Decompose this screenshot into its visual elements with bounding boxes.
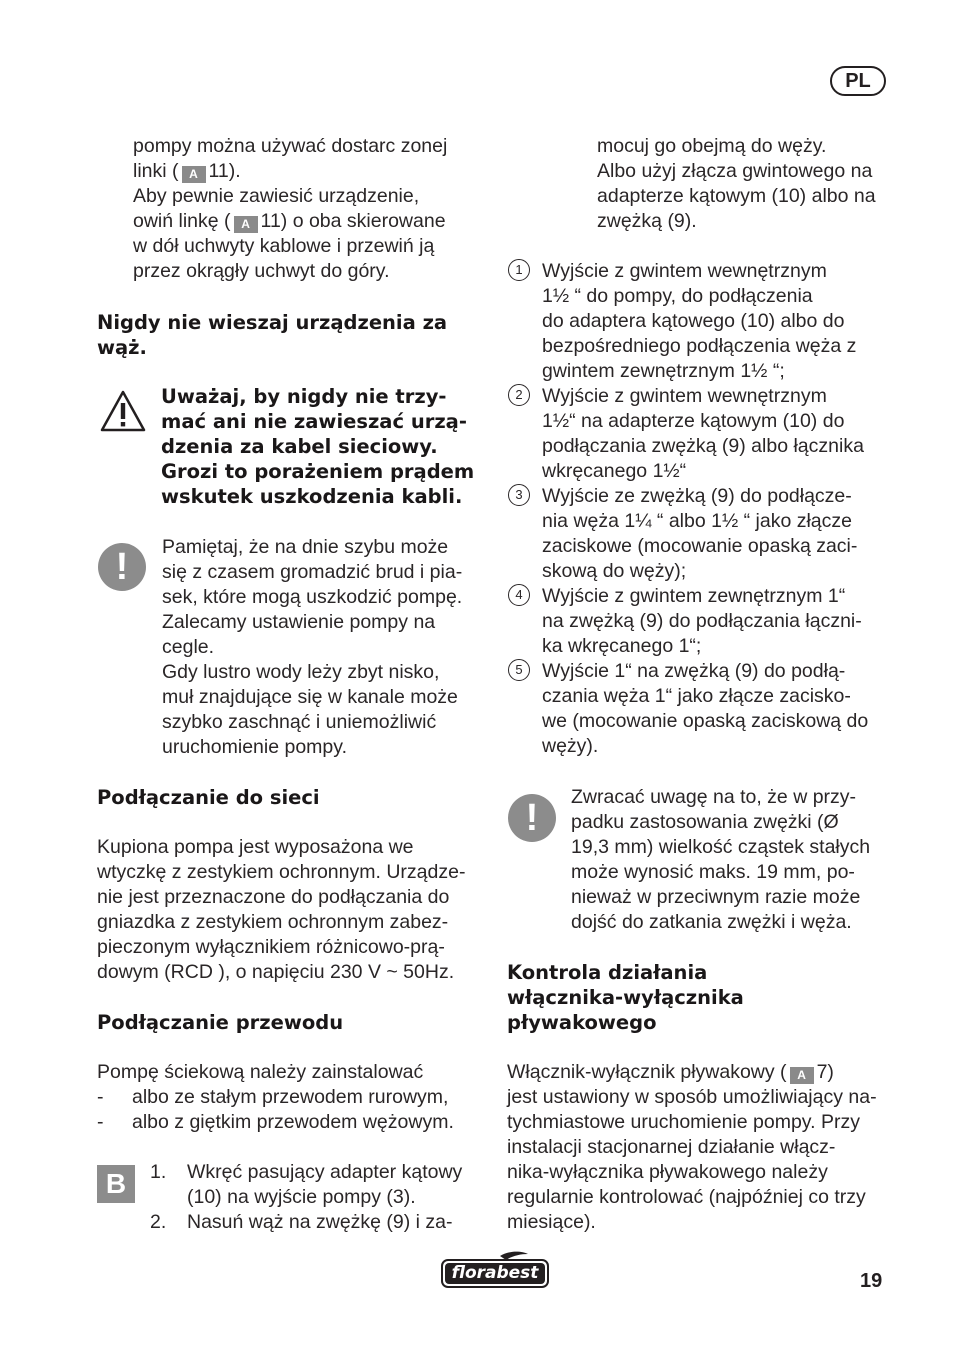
section-paragraph	[97, 835, 465, 985]
text-line: wkręcanego 1½“	[542, 460, 687, 482]
circled-number: 5	[508, 659, 530, 681]
text-line: padku zastosowania zwężki (Ø	[571, 811, 839, 833]
section-paragraph	[507, 1060, 877, 1235]
text-line: tychmiastowe uruchomienie pompy. Przy	[507, 1111, 860, 1133]
text-line: Wyjście z gwintem wewnętrznym	[542, 260, 827, 282]
text-line: regularnie kontrolować (najpóźniej co trzy	[507, 1186, 866, 1208]
text-line: gwintem zewnętrznym 1½ “;	[542, 360, 785, 382]
text-line: może wynosić maks. 19 mm, po-	[571, 861, 855, 883]
never-hang-note	[97, 310, 447, 360]
section-heading: Podłączanie przewodu	[97, 1011, 344, 1034]
section-intro: Pompę ściekową należy zainstalować	[97, 1061, 424, 1083]
warning-triangle-icon	[99, 389, 147, 433]
text-line: zaciskowe (mocowanie opaską zaci-	[542, 535, 858, 557]
text-line: dowym (RCD ), o napięciu 230 V ~ 50Hz.	[97, 961, 455, 983]
text-line: węży).	[542, 735, 599, 757]
text-line: Uważaj, by nigdy nie trzy-	[161, 385, 447, 408]
text-line: pieczonym wyłącznikiem różnicowo-prą-	[97, 936, 445, 958]
text-line: wąż.	[97, 336, 147, 359]
figure-a-icon: A	[790, 1067, 814, 1084]
text-line: cegle.	[162, 636, 215, 658]
text-fragment: owiń linkę (	[133, 210, 231, 232]
text-line: sek, które mogą uszkodzić pompę.	[162, 586, 463, 608]
text-line: 19,3 mm) wielkość cząstek stałych	[571, 836, 871, 858]
section-heading: Podłączanie do sieci	[97, 786, 320, 809]
list-dash: -	[97, 1111, 104, 1133]
intro-paragraph	[133, 134, 447, 284]
circled-number: 1	[508, 259, 530, 281]
brand-logo	[440, 1250, 550, 1290]
text-line: ka wkręcanego 1“;	[542, 635, 702, 657]
continued-step-text	[597, 134, 876, 234]
text-line: Wyjście z gwintem zewnętrznym 1“	[542, 585, 846, 607]
text-line: wtyczkę z zestykiem ochronnym. Urządze-	[97, 861, 466, 883]
text-line: nieważ w przeciwnym razie może	[571, 886, 861, 908]
outlet-list	[508, 259, 898, 769]
exclamation-icon: !	[98, 543, 146, 591]
text-line: skową do węży);	[542, 560, 687, 582]
text-line: bezpośredniego podłączenia węża z	[542, 335, 857, 357]
text-fragment: linki (	[133, 160, 179, 182]
text-fragment: Włącznik-wyłącznik pływakowy (	[507, 1061, 787, 1083]
text-line: jest ustawiony w sposób umożliwiający na-	[507, 1086, 877, 1108]
text-line: czania węża 1“ jako złącze zacisko-	[542, 685, 851, 707]
text-line: Pamiętaj, że na dnie szybu może	[162, 536, 449, 558]
text-line: dojść do zatkania zwężki i węża.	[571, 911, 852, 933]
text-line: Wyjście z gwintem wewnętrznym	[542, 385, 827, 407]
text-line: Aby pewnie zawiesić urządzenie,	[133, 185, 420, 207]
text-line: pompy można używać dostarc zonej	[133, 135, 448, 157]
dash-list	[97, 1085, 487, 1135]
list-item: albo z giętkim przewodem wężowym.	[132, 1111, 454, 1133]
page-number: 19	[860, 1270, 883, 1292]
text-line: przez okrągły uchwyt do góry.	[133, 260, 390, 282]
text-line: w dół uchwyty kablowe i przewiń ją	[133, 235, 435, 257]
figure-a-icon: A	[182, 166, 206, 183]
circled-number: 3	[508, 484, 530, 506]
circled-number: 4	[508, 584, 530, 606]
list-item: albo ze stałym przewodem rurowym,	[132, 1086, 449, 1108]
text-line: Zalecamy ustawienie pompy na	[162, 611, 436, 633]
text-line: mocuj go obejmą do węży.	[597, 135, 827, 157]
text-line: 1½“ na adapterze kątowym (10) do	[542, 410, 845, 432]
text-line: Kupiona pompa jest wyposażona we	[97, 836, 414, 858]
text-line: instalacji stacjonarnej działanie włącz-	[507, 1136, 836, 1158]
text-line: Grozi to porażeniem prądem	[161, 460, 475, 483]
text-line: do adaptera kątowego (10) albo do	[542, 310, 845, 332]
text-fragment: 11).	[208, 160, 241, 182]
text-line: adapterze kątowym (10) albo na	[597, 185, 876, 207]
warning-text	[161, 384, 474, 509]
text-line: we (mocowanie opaską zaciskową do	[542, 710, 869, 732]
note-text	[162, 535, 462, 760]
step-number: 1.	[150, 1161, 167, 1183]
language-badge: PL	[830, 66, 886, 96]
text-line: gniazdka z zestykiem ochronnym zabez-	[97, 911, 449, 933]
text-line: Zwracać uwagę na to, że w przy-	[571, 786, 857, 808]
text-line: 1½ “ do pompy, do podłączenia	[542, 285, 813, 307]
text-line: Albo użyj złącza gwintowego na	[597, 160, 873, 182]
text-line: mać ani nie zawieszać urzą-	[161, 410, 467, 433]
text-line: Kontrola działania	[507, 961, 708, 984]
text-line: nie jest przeznaczone do podłączania do	[97, 886, 450, 908]
steps-list	[150, 1160, 490, 1235]
text-line: Gdy lustro wody leży zbyt nisko,	[162, 661, 440, 683]
text-line: uruchomienie pompy.	[162, 736, 347, 758]
text-line: nika-wyłącznika pływakowego należy	[507, 1161, 828, 1183]
text-line: szybko zaschnąć i uniemożliwić	[162, 711, 437, 733]
figure-b-icon: B	[97, 1165, 135, 1203]
text-line: dzenia za kabel sieciowy.	[161, 435, 438, 458]
figure-a-icon: A	[234, 216, 258, 233]
text-line: (10) na wyjście pompy (3).	[187, 1186, 416, 1208]
text-line: zwężką (9).	[597, 210, 697, 232]
text-fragment: 11) o oba skierowane	[260, 210, 446, 232]
exclamation-icon: !	[508, 794, 556, 842]
brand-wordmark: florabest	[451, 1263, 539, 1283]
step-number: 2.	[150, 1211, 167, 1233]
text-line: miesiące).	[507, 1211, 596, 1233]
text-line: na zwężką (9) do podłączania łączni-	[542, 610, 862, 632]
text-line: pływakowego	[507, 1011, 657, 1034]
note-text	[571, 785, 870, 935]
text-line: Wyjście ze zwężką (9) do podłącze-	[542, 485, 852, 507]
text-line: podłączania zwężką (9) albo łącznika	[542, 435, 864, 457]
list-dash: -	[97, 1086, 104, 1108]
text-line: włącznika-wyłącznika	[507, 986, 744, 1009]
text-line: nia węża 1¼ “ albo 1½ “ jako złącze	[542, 510, 853, 532]
text-line: Wyjście 1“ na zwężką (9) do podłą-	[542, 660, 846, 682]
text-line: Wkręć pasujący adapter kątowy	[187, 1161, 463, 1183]
text-line: wskutek uszkodzenia kabli.	[161, 485, 463, 508]
text-line: się z czasem gromadzić brud i pia-	[162, 561, 463, 583]
circled-number: 2	[508, 384, 530, 406]
text-line: muł znajdujące się w kanale może	[162, 686, 458, 708]
text-line: Nigdy nie wieszaj urządzenia za	[97, 311, 448, 334]
text-line: Nasuń wąż na zwężkę (9) i za-	[187, 1211, 453, 1233]
text-fragment: 7)	[816, 1061, 834, 1083]
section-heading	[507, 960, 744, 1035]
